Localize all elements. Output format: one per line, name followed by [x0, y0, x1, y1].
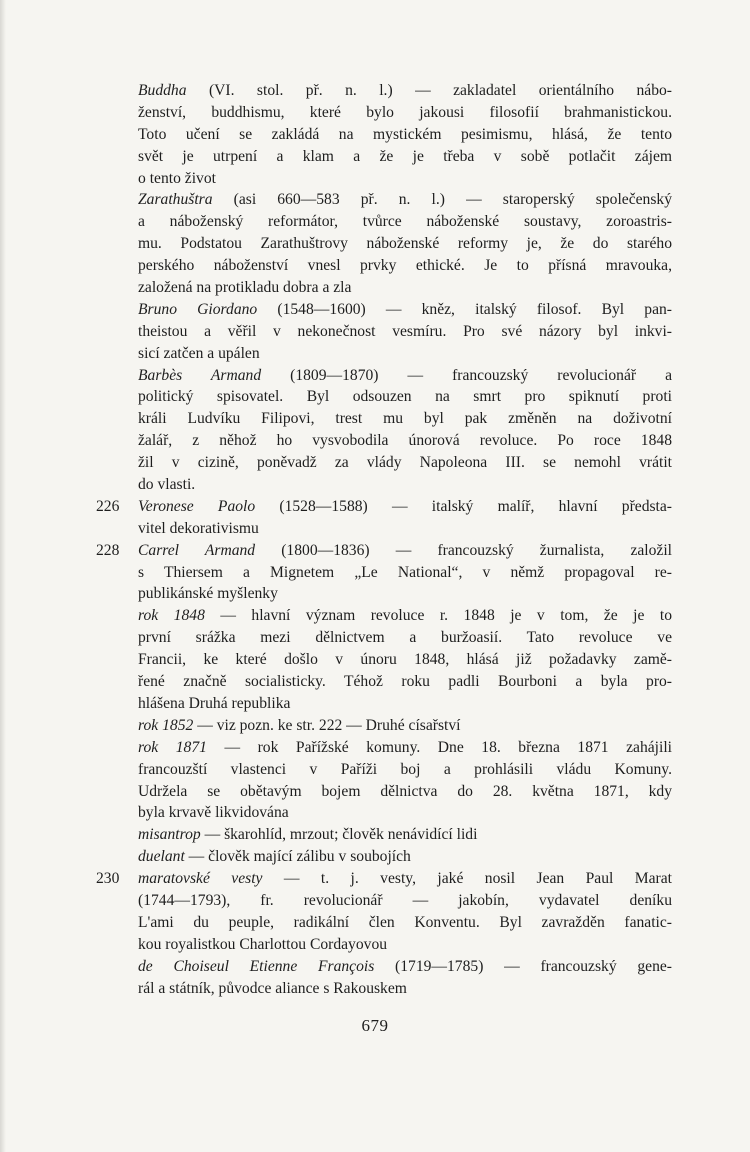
note-text: (1744—1793), fr. revolucionář — jakobín, vydavatel deníku: [138, 891, 672, 909]
note-text: (1809—1870) — francouzský revolucionář a: [261, 366, 672, 384]
note-term: rok 1852: [138, 716, 194, 734]
note-line: [96, 365, 672, 387]
note-text: (1528—1588) — italský malíř, hlavní předsta-: [255, 497, 673, 515]
note-text: první srážka mezi dělnictvem a buržoasií. Tato revoluce ve: [138, 629, 672, 647]
note-text: (VI. stol. př. n. l.) — zakladatel orientálního nábo-: [186, 82, 672, 99]
page-reference-number: 230: [96, 870, 120, 888]
note-text: s Thiersem a Mignetem „Le National“, v němž propagoval re-: [138, 563, 672, 581]
note-line: [96, 693, 672, 715]
note-line: [96, 540, 672, 562]
note-term: Veronese Paolo: [138, 497, 256, 515]
note-entry: [96, 80, 672, 189]
note-line: [96, 715, 672, 737]
note-line: [96, 277, 672, 299]
note-line: [96, 233, 672, 255]
note-text: publikánské myšlenky: [138, 585, 278, 603]
note-line: [96, 321, 672, 343]
note-text: francouzští vlastenci v Paříži boj a prohlásili vládu Komuny.: [138, 760, 672, 778]
note-text: hlášena Druhá republika: [138, 694, 291, 712]
note-text: do vlasti.: [138, 476, 196, 494]
note-text: theistou a věřil v nekonečnost vesmíru. Pro své názory byl inkvi-: [138, 322, 672, 340]
note-line: [96, 430, 672, 452]
note-line: [96, 824, 672, 846]
note-text: Udržela se obětavým bojem dělnictva do 28. května 1871, kdy: [138, 782, 672, 800]
note-text: — viz pozn. ke str. 222 — Druhé císařství: [193, 716, 461, 734]
note-term: rok 1848: [138, 607, 205, 625]
note-entry: [96, 605, 672, 714]
note-text: — rok Pařížské komuny. Dne 18. března 1871 zahájili: [206, 738, 672, 756]
note-term: duelant: [138, 848, 185, 866]
note-line: [96, 408, 672, 430]
note-line: [96, 343, 672, 365]
note-text: ženství, buddhismu, které bylo jakousi filosofií brahmanistickou.: [138, 103, 672, 121]
note-line: [96, 890, 672, 912]
note-entry: [96, 496, 672, 540]
note-text: rál a státník, původce aliance s Rakouskem: [138, 979, 407, 997]
note-entry: [96, 365, 672, 496]
page-number: 679: [361, 1016, 389, 1035]
note-line: [96, 978, 672, 1000]
note-term: Carrel Armand: [138, 541, 256, 559]
note-text: založená na protikladu dobra a zla: [138, 279, 352, 297]
note-line: [96, 583, 672, 605]
note-entry: [96, 846, 672, 868]
note-line: [96, 605, 672, 627]
note-term: Buddha: [138, 82, 187, 99]
note-term: rok 1871: [138, 738, 207, 756]
note-text: Francii, ke které došlo v únoru 1848, hlásá již požadavky zamě-: [138, 651, 672, 669]
note-text: byla krvavě likvidována: [138, 804, 289, 822]
note-text: mu. Podstatou Zarathuštrovy náboženské reformy je, že do starého: [138, 235, 672, 253]
note-term: de Choiseul Etienne François: [138, 957, 375, 975]
note-text: (1548—1600) — kněz, italský filosof. Byl pan-: [257, 300, 672, 318]
note-text: a náboženský reformátor, tvůrce náboženské soustavy, zoroastris-: [138, 213, 672, 231]
note-text: řené značně socialisticky. Téhož roku padli Bourboni a byla pro-: [138, 673, 672, 691]
note-text: Toto učení se zakládá na mystickém pesimismu, hlásá, že tento: [138, 125, 672, 143]
note-text: svět je utrpení a klam a že je třeba v sobě potlačit zájem: [138, 147, 672, 165]
note-line: [96, 781, 672, 803]
page-reference-number: 226: [96, 497, 120, 515]
note-text: vitel dekorativismu: [138, 519, 259, 537]
note-text: — t. j. vesty, jaké nosil Jean Paul Marat: [262, 870, 673, 888]
note-text: žil v cizině, poněvadž za vlády Napoleona III. se nemohl vrátit: [138, 454, 672, 472]
page-edge-shadow: [0, 0, 6, 1152]
note-line: [96, 562, 672, 584]
note-term: Bruno Giordano: [138, 300, 258, 318]
note-text: politický spisovatel. Byl odsouzen na smrt pro spiknutí proti: [138, 388, 672, 406]
note-line: [96, 386, 672, 408]
note-line: [96, 168, 672, 190]
note-line: [96, 759, 672, 781]
note-line: [96, 737, 672, 759]
note-text: sicí zatčen a upálen: [138, 344, 260, 362]
note-entry: [96, 540, 672, 606]
note-line: [96, 146, 672, 168]
note-text: (asi 660—583 př. n. l.) — staroperský společenský: [212, 191, 672, 209]
note-text: králi Ludvíku Filipovi, trest mu byl pak změněn na doživotní: [138, 410, 672, 428]
note-line: [96, 518, 672, 540]
note-text: (1800—1836) — francouzský žurnalista, založil: [255, 541, 672, 559]
note-line: [96, 124, 672, 146]
note-line: [96, 868, 672, 890]
note-text: — hlavní význam revoluce r. 1848 je v tom, že je to: [204, 607, 672, 625]
note-term: misantrop: [138, 826, 201, 844]
note-text: perského náboženství vnesl prvky ethické. Je to přísná mravouka,: [138, 257, 672, 275]
note-line: [96, 846, 672, 868]
note-line: [96, 671, 672, 693]
page-reference-number: 228: [96, 541, 120, 559]
note-line: [96, 934, 672, 956]
note-entry: [96, 737, 672, 825]
note-text: — člověk mající zálibu v soubojích: [184, 848, 411, 866]
note-entry: [96, 299, 672, 365]
note-entry: [96, 715, 672, 737]
note-text: — škarohlíd, mrzout; člověk nenávidící lidi: [200, 826, 478, 844]
note-entry: [96, 824, 672, 846]
note-text: kou royalistkou Charlottou Cordayovou: [138, 935, 388, 953]
note-line: [96, 299, 672, 321]
note-line: [96, 956, 672, 978]
note-line: [96, 627, 672, 649]
note-text: L'ami du peuple, radikální člen Konventu. Byl zavražděn fanatic-: [138, 913, 672, 931]
note-line: [96, 189, 672, 211]
note-line: [96, 496, 672, 518]
explanatory-notes: [96, 80, 672, 999]
note-line: [96, 102, 672, 124]
note-text: žalář, z něhož ho vysvobodila únorová revoluce. Po roce 1848: [138, 432, 672, 450]
note-line: [96, 211, 672, 233]
note-term: maratovské vesty: [138, 870, 263, 888]
note-line: [96, 452, 672, 474]
note-text: o tento život: [138, 169, 216, 187]
note-term: Barbès Armand: [138, 366, 262, 384]
note-line: [96, 649, 672, 671]
note-line: [96, 912, 672, 934]
note-line: [96, 474, 672, 496]
note-text: (1719—1785) — francouzský gene-: [374, 957, 673, 975]
note-term: Zarathuštra: [138, 191, 213, 209]
note-line: [96, 255, 672, 277]
note-entry: [96, 956, 672, 1000]
note-line: [96, 802, 672, 824]
note-entry: [96, 189, 672, 298]
note-entry: [96, 868, 672, 956]
note-line: [96, 80, 672, 102]
